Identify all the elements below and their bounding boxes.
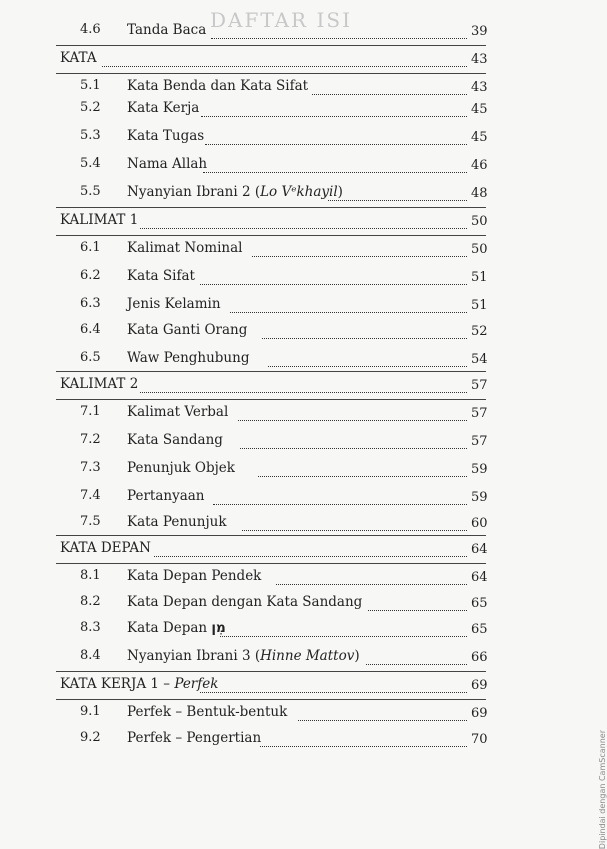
toc-chapter[interactable]	[60, 536, 490, 560]
entry-title: Kalimat Nominal	[127, 240, 243, 256]
entry-page: 52	[471, 324, 488, 339]
toc-entry[interactable]	[80, 400, 490, 424]
entry-page: 65	[471, 622, 488, 637]
entry-page: 45	[471, 130, 488, 145]
chapter-title: KATA DEPAN	[60, 540, 151, 556]
toc-entry[interactable]	[80, 292, 490, 316]
entry-title: Jenis Kelamin	[127, 296, 221, 312]
toc-entry[interactable]	[80, 74, 490, 98]
entry-title: Kalimat Verbal	[127, 404, 229, 420]
toc-entry[interactable]	[80, 700, 490, 724]
leader-dots	[200, 692, 467, 693]
entry-number: 8.3	[80, 620, 101, 635]
toc-entry[interactable]	[80, 428, 490, 452]
toc-chapter[interactable]	[60, 46, 490, 70]
toc-chapter[interactable]	[60, 672, 490, 696]
entry-title: Kata Depan Pendek	[127, 568, 262, 584]
chapter-title: KALIMAT 1	[60, 212, 139, 228]
chapter-title: KATA KERJA 1 – Perfek	[60, 676, 219, 692]
entry-page: 51	[471, 270, 488, 285]
entry-title: Kata Kerja	[127, 100, 200, 116]
hebrew-word-min: מִן	[211, 620, 226, 636]
leader-dots	[268, 366, 467, 367]
entry-page: 48	[471, 186, 488, 201]
chapter-title: KATA	[60, 50, 97, 66]
entry-title: Nyanyian Ibrani 2 (Lo Vᵉkhayil)	[127, 184, 343, 200]
entry-number: 5.3	[80, 128, 101, 143]
entry-number: 5.2	[80, 100, 101, 115]
entry-page: 66	[471, 650, 488, 665]
entry-number: 6.4	[80, 322, 101, 337]
leader-dots	[205, 144, 467, 145]
entry-page: 57	[471, 434, 488, 449]
entry-page: 39	[471, 24, 488, 39]
leader-dots	[368, 610, 467, 611]
toc-entry[interactable]	[80, 590, 490, 614]
leader-dots	[262, 338, 467, 339]
toc-entry[interactable]	[80, 510, 490, 534]
entry-title: Kata Penunjuk	[127, 514, 227, 530]
toc-entry[interactable]	[80, 484, 490, 508]
entry-number: 8.2	[80, 594, 101, 609]
leader-dots	[240, 448, 467, 449]
entry-number: 6.3	[80, 296, 101, 311]
entry-number: 8.4	[80, 648, 101, 663]
entry-title: Perfek – Pengertian	[127, 730, 262, 746]
toc-chapter[interactable]	[60, 372, 490, 396]
entry-page: 70	[471, 732, 488, 747]
leader-dots	[200, 284, 467, 285]
toc-entry[interactable]	[80, 152, 490, 176]
entry-number: 5.4	[80, 156, 101, 171]
leader-dots	[238, 420, 467, 421]
entry-page: 54	[471, 352, 488, 367]
entry-title: Kata Depan dengan Kata Sandang	[127, 594, 363, 610]
entry-page: 60	[471, 516, 488, 531]
entry-page: 57	[471, 378, 488, 393]
entry-number: 4.6	[80, 22, 101, 37]
leader-dots	[328, 200, 467, 201]
entry-number: 9.2	[80, 730, 101, 745]
entry-title: Kata Sifat	[127, 268, 195, 284]
entry-page: 65	[471, 596, 488, 611]
entry-number: 6.2	[80, 268, 101, 283]
toc-chapter[interactable]	[60, 208, 490, 232]
leader-dots	[211, 38, 467, 39]
toc-entry[interactable]	[80, 264, 490, 288]
entry-page: 64	[471, 542, 488, 557]
entry-number: 6.5	[80, 350, 101, 365]
entry-title: Kata Benda dan Kata Sifat	[127, 78, 309, 94]
entry-number: 8.1	[80, 568, 101, 583]
leader-dots	[140, 392, 467, 393]
entry-number: 7.4	[80, 488, 101, 503]
entry-number: 5.5	[80, 184, 101, 199]
entry-page: 50	[471, 242, 488, 257]
entry-page: 50	[471, 214, 488, 229]
entry-page: 45	[471, 102, 488, 117]
entry-number: 7.5	[80, 514, 101, 529]
toc-entry[interactable]	[80, 564, 490, 588]
toc-entry[interactable]	[80, 644, 490, 668]
entry-title: Pertanyaan	[127, 488, 205, 504]
leader-dots	[260, 746, 467, 747]
leader-dots	[154, 556, 467, 557]
leader-dots	[220, 636, 467, 637]
toc-entry[interactable]	[80, 318, 490, 342]
toc-entry[interactable]	[80, 236, 490, 260]
leader-dots	[252, 256, 467, 257]
entry-title: Tanda Baca	[127, 22, 207, 38]
entry-page: 43	[471, 52, 488, 67]
toc-entry[interactable]	[80, 616, 490, 640]
entry-title: Nama Allah	[127, 156, 208, 172]
entry-number: 6.1	[80, 240, 101, 255]
entry-page: 57	[471, 406, 488, 421]
entry-title: Kata Tugas	[127, 128, 205, 144]
leader-dots	[276, 584, 467, 585]
toc-entry[interactable]	[80, 124, 490, 148]
toc-entry[interactable]	[80, 456, 490, 480]
leader-dots	[203, 172, 467, 173]
entry-page: 64	[471, 570, 488, 585]
leader-dots	[366, 664, 467, 665]
toc-entry[interactable]	[80, 18, 490, 42]
ghost-heading-bleedthrough: DAFTAR ISI	[210, 8, 352, 32]
entry-page: 69	[471, 706, 488, 721]
leader-dots	[258, 476, 467, 477]
leader-dots	[298, 720, 467, 721]
entry-title: Nyanyian Ibrani 3 (Hinne Mattov)	[127, 648, 360, 664]
entry-number: 7.3	[80, 460, 101, 475]
toc-entry[interactable]	[80, 96, 490, 120]
leader-dots	[230, 312, 467, 313]
entry-page: 46	[471, 158, 488, 173]
entry-title: Perfek – Bentuk-bentuk	[127, 704, 288, 720]
toc-entry[interactable]	[80, 726, 490, 750]
entry-title: Kata Sandang	[127, 432, 223, 448]
entry-title: Kata Depan מִן	[127, 620, 226, 636]
entry-number: 7.1	[80, 404, 101, 419]
scanner-watermark: Dipindai dengan CamScanner	[598, 730, 607, 849]
leader-dots	[242, 530, 467, 531]
leader-dots	[213, 504, 467, 505]
entry-title: Waw Penghubung	[127, 350, 250, 366]
chapter-title: KALIMAT 2	[60, 376, 139, 392]
leader-dots	[140, 228, 467, 229]
entry-page: 51	[471, 298, 488, 313]
leader-dots	[102, 66, 467, 67]
entry-number: 9.1	[80, 704, 101, 719]
entry-title: Penunjuk Objek	[127, 460, 235, 476]
entry-page: 69	[471, 678, 488, 693]
leader-dots	[201, 116, 467, 117]
leader-dots	[312, 94, 467, 95]
entry-page: 43	[471, 80, 488, 95]
entry-page: 59	[471, 462, 488, 477]
entry-number: 5.1	[80, 78, 101, 93]
entry-title: Kata Ganti Orang	[127, 322, 248, 338]
toc-entry[interactable]	[80, 180, 490, 204]
entry-number: 7.2	[80, 432, 101, 447]
entry-page: 59	[471, 490, 488, 505]
toc-entry[interactable]	[80, 346, 490, 370]
